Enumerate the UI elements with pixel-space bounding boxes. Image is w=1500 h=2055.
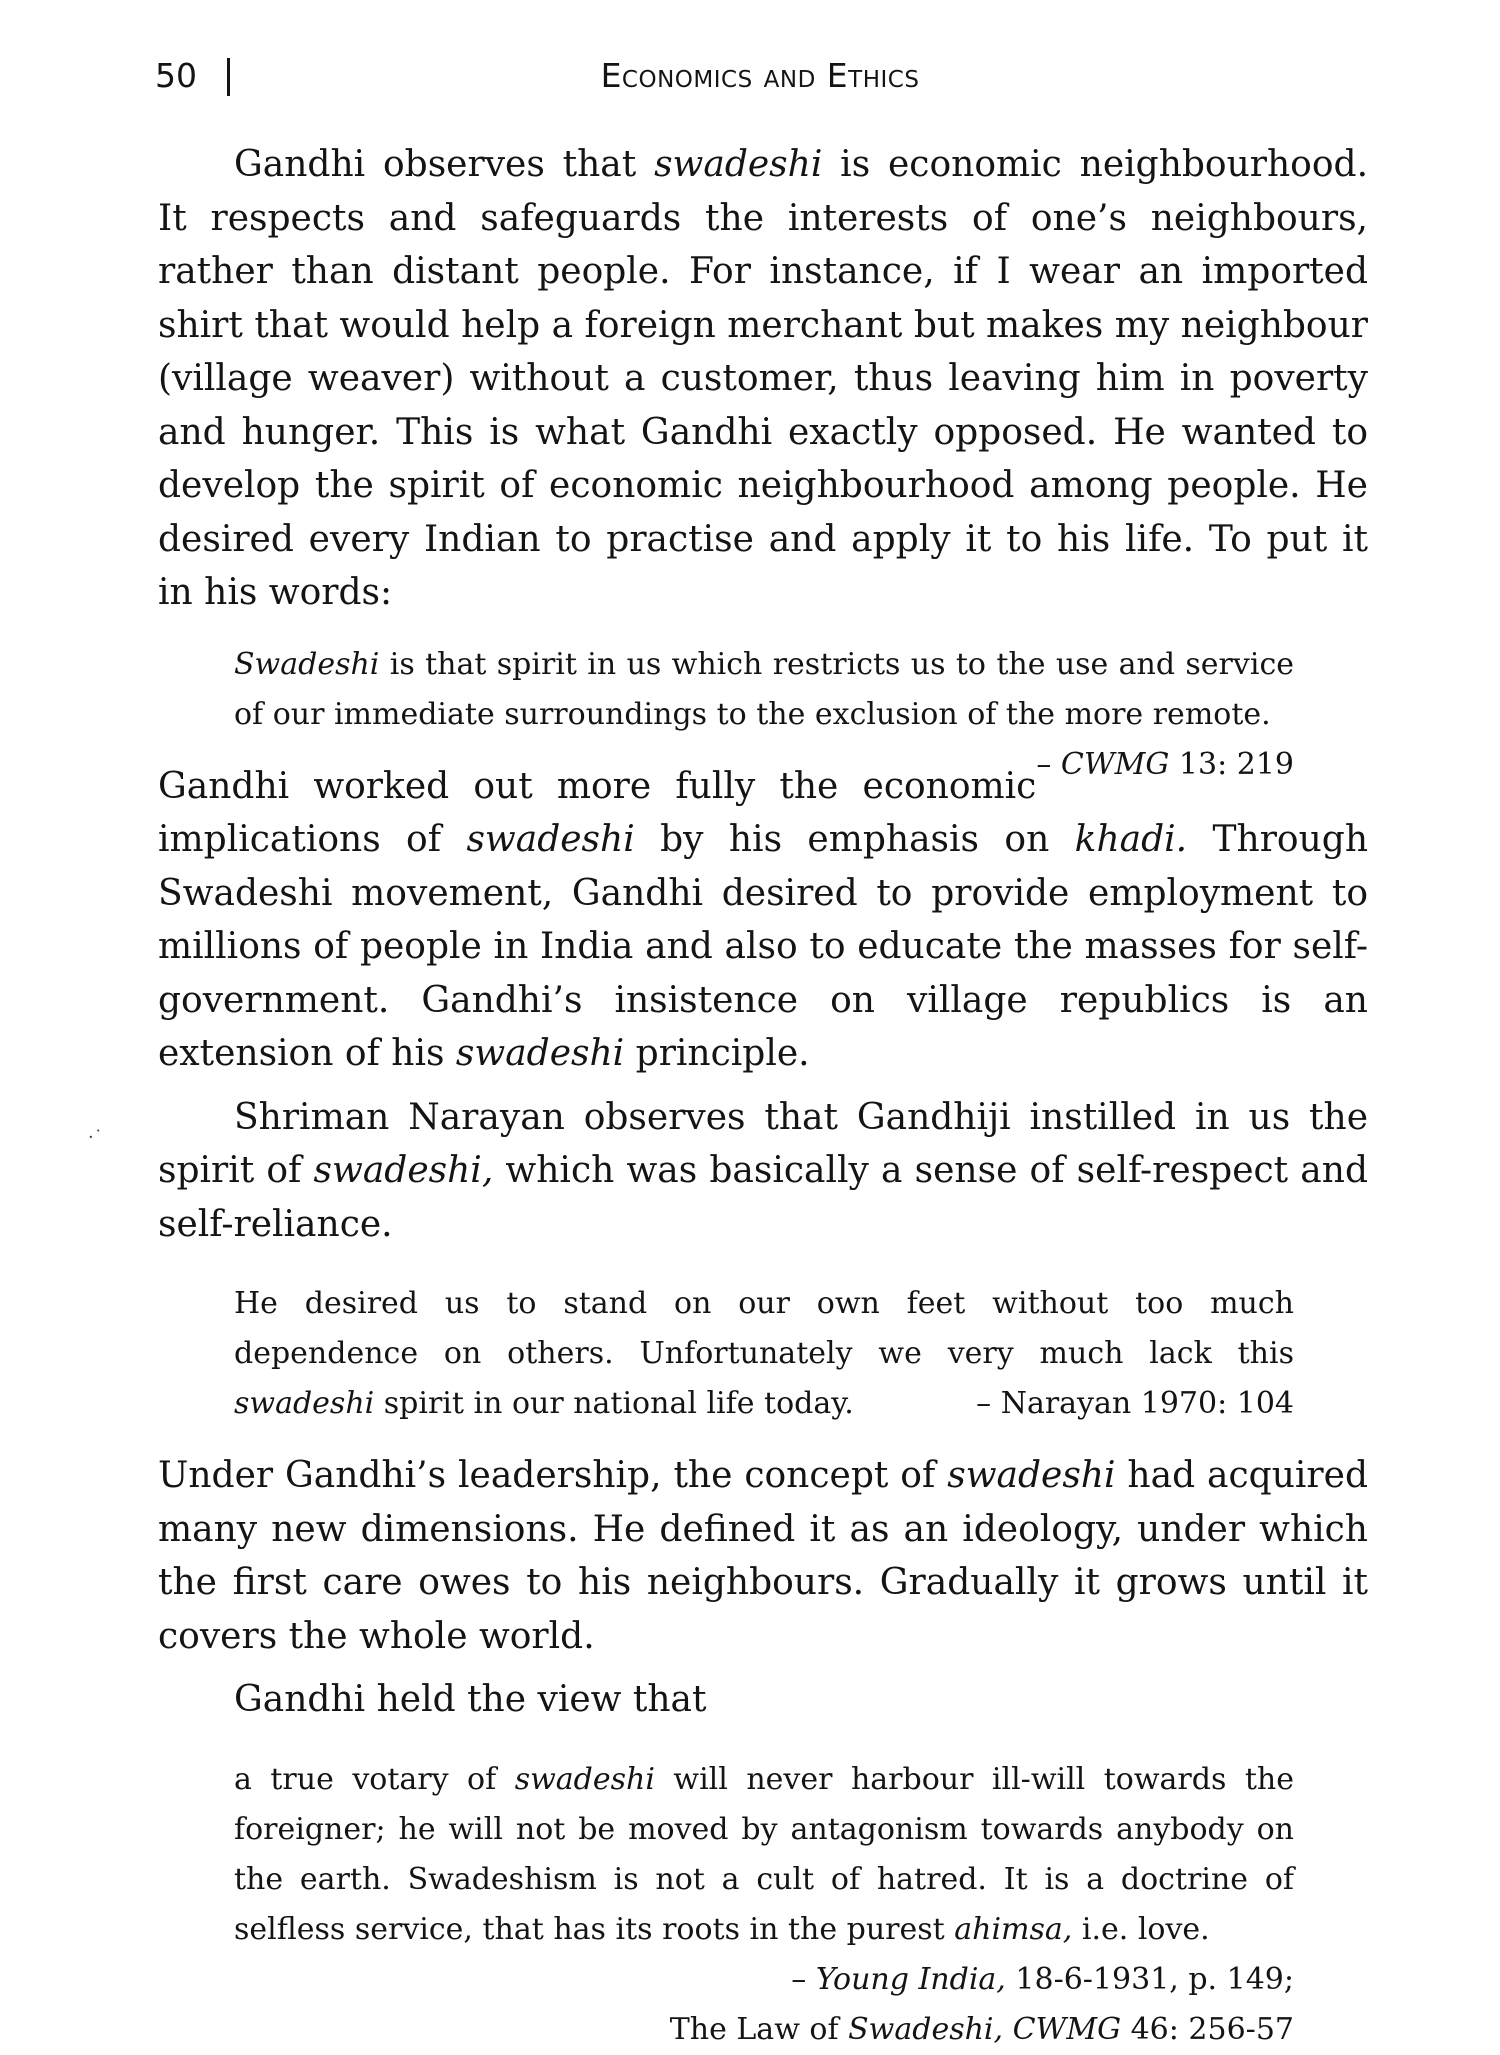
quote-1-citation: – CWMG 13: 219 (1036, 746, 1294, 782)
block-quote-2: He desired us to stand on our own feet without too much dependence on others. Unfortunately we very much lack this swadeshi spirit in our national life today. – Narayan 1970: 104 (234, 1279, 1294, 1429)
paragraph-4: Under Gandhi’s leadership, the concept of swadeshi had acquired many new dimensions. He defined it as an ideology, under which the first care owes to his neighbours. Gradually it grows until it covers the whole world. (158, 1455, 1368, 1657)
quote-2-citation: – Narayan 1970: 104 (976, 1386, 1294, 1421)
paragraph-3: Shriman Narayan observes that Gandhiji instilled in us the spirit of swadeshi, which was basically a sense of self-respect and self-reliance. (158, 1096, 1369, 1245)
quote-3-text: a true votary of swadeshi will never harbour ill-will towards the foreigner; he will not be moved by antagonism towards anybody on the earth. Swadeshism is not a cult of hatred. It is a doctrine of selfless service, that has its roots in the purest ahimsa, i.e. love. (234, 1761, 1294, 1947)
running-head: Economics and Ethics (600, 56, 920, 95)
block-quote-3 (234, 1755, 1294, 2055)
page-body (158, 138, 1368, 2055)
page-header (155, 52, 1365, 100)
paragraph-5: Gandhi held the view that (234, 1679, 707, 1720)
paragraph-1: Gandhi observes that swadeshi is economic neighbourhood. It respects and safeguards the interests of one’s neighbours, rather than distant people. For instance, if I wear an imported shirt that would help a foreign merchant but makes my neighbour (village weaver) without a customer, thus leaving him in poverty and hunger. This is what Gandhi exactly opposed. He wanted to develop the spirit of economic neighbourhood among people. He desired every Indian to practise and apply it to his life. To put it in his words: (158, 144, 1369, 613)
margin-speck-icon: ·˙ (88, 1127, 103, 1148)
paragraph-2: Gandhi worked out more fully the economic implications of swadeshi by his emphasis on khadi. Through Swadeshi movement, Gandhi desired to provide employment to millions of people in India and also to educate the masses for self-government. Gandhi’s insistence on village republics is an extension of his swadeshi principle. (158, 765, 1369, 1074)
quote-3-citation-line-1: – Young India, 18-6-1931, p. 149; (791, 1961, 1294, 1997)
block-quote-1: Swadeshi is that spirit in us which restricts us to the use and service of our immediate surroundings to the exclusion of the more remote. – CWMG 13: 219 (234, 640, 1294, 740)
page-number: 50 (155, 56, 197, 95)
quote-3-citation-line-2: The Law of Swadeshi, CWMG 46: 256-57 (669, 2011, 1294, 2047)
